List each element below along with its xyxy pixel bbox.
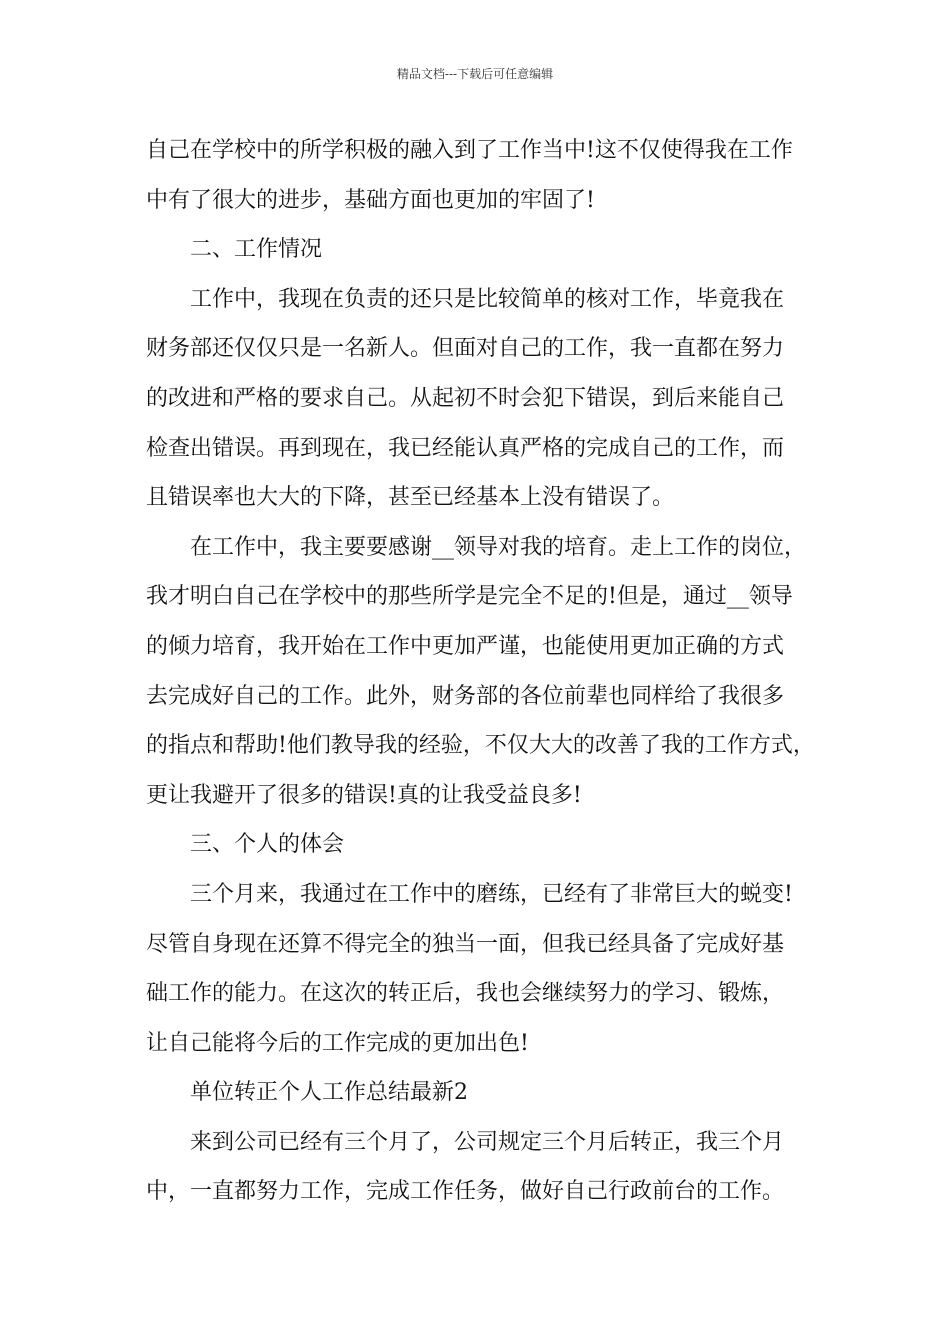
text-line: 工作中，我现在负责的还只是比较简单的核对工作，毕竟我在 [190, 286, 785, 312]
section-heading: 三、个人的体会 [190, 832, 345, 858]
document-title: 单位转正个人工作总结最新2 [190, 1080, 468, 1106]
text-line: 自己在学校中的所学积极的融入到了工作当中!这不仅使得我在工作 [146, 138, 793, 163]
text-line: 且错误率也大大的下降，甚至已经基本上没有错误了。 [146, 485, 675, 511]
text-line: 中，一直都努力工作，完成工作任务，做好自己行政前台的工作。 [146, 1179, 785, 1205]
document-body [146, 126, 815, 1217]
text-line: 础工作的能力。在这次的转正后，我也会继续努力的学习、锻炼， [146, 981, 785, 1007]
page-header: 精品文档---下载后可任意编辑 [396, 67, 554, 81]
text-line: 在工作中，我主要要感谢__领导对我的培育。走上工作的岗位， [190, 534, 807, 560]
text-line: 三个月来，我通过在工作中的磨练，已经有了非常巨大的蜕变! [190, 881, 793, 907]
text-line: 财务部还仅仅只是一名新人。但面对自己的工作，我一直都在努力 [146, 336, 785, 362]
text-line: 检查出错误。再到现在，我已经能认真严格的完成自己的工作，而 [146, 435, 785, 461]
text-line: 去完成好自己的工作。此外，财务部的各位前辈也同样给了我很多 [146, 683, 785, 709]
text-line: 的指点和帮助!他们教导我的经验，不仅大大的改善了我的工作方式， [146, 733, 815, 759]
text-line: 更让我避开了很多的错误!真的让我受益良多! [146, 782, 582, 808]
text-line: 中有了很大的进步，基础方面也更加的牢固了! [146, 187, 595, 213]
text-line: 尽管自身现在还算不得完全的独当一面，但我已经具备了完成好基 [146, 931, 785, 957]
text-line: 让自己能将今后的工作完成的更加出色! [146, 1030, 529, 1056]
text-line: 的改进和严格的要求自己。从起初不时会犯下错误，到后来能自己 [146, 385, 785, 411]
text-line: 的倾力培育，我开始在工作中更加严谨，也能使用更加正确的方式 [146, 633, 785, 659]
text-line: 来到公司已经有三个月了，公司规定三个月后转正，我三个月 [190, 1129, 785, 1155]
section-heading: 二、工作情况 [190, 237, 323, 263]
text-line: 我才明白自己在学校中的那些所学是完全不足的!但是，通过__领导 [146, 584, 793, 610]
